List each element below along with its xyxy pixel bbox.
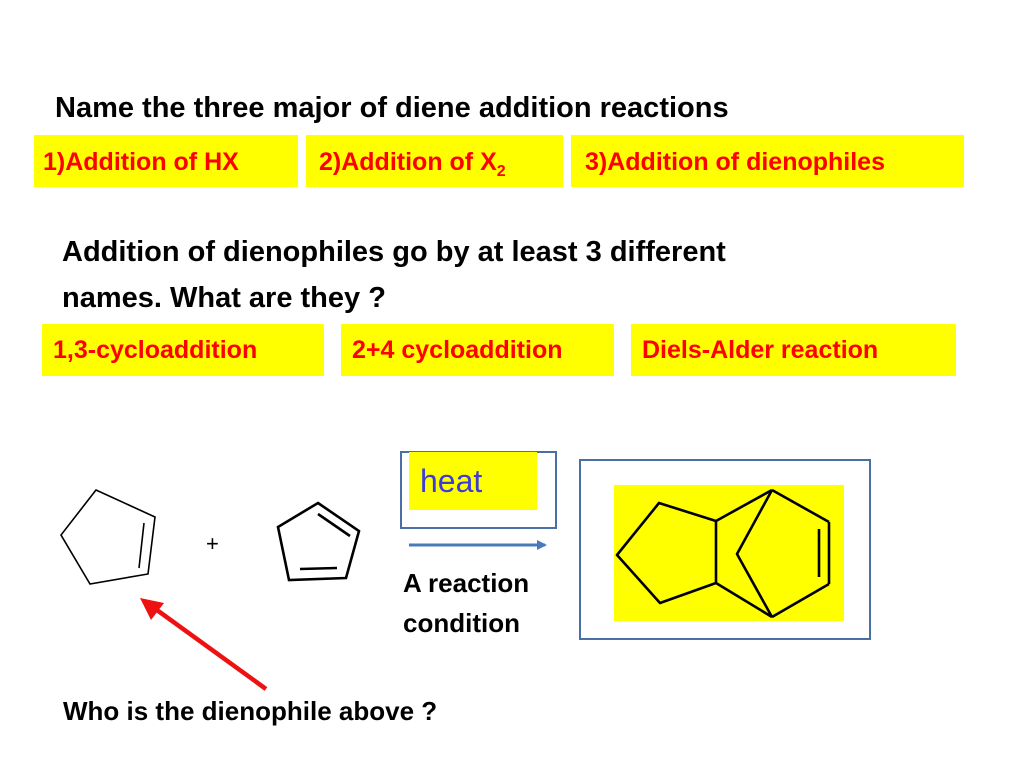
reaction-condition-line2: condition [403,608,520,638]
reaction-condition-line1: A reaction [403,568,530,598]
answer-addition-hx-text: 1)Addition of HX [43,148,239,176]
answer-addition-dienophiles-text: 3)Addition of dienophiles [585,148,885,176]
answer-diels-alder-text: Diels-Alder reaction [642,336,879,364]
plus-sign: + [206,531,219,556]
cyclopentadiene-structure [278,503,359,580]
dienophile-pointer-arrow [140,598,266,689]
question-who-dienophile: Who is the dienophile above ? [63,696,438,726]
answer-24-cycloaddition-text: 2+4 cycloaddition [352,336,563,364]
question-dienophile-names-line1: Addition of dienophiles go by at least 3 different [62,236,726,268]
question-diene-reactions: Name the three major of diene addition reactions [55,92,729,124]
heat-label-text: heat [420,463,483,499]
answer-addition-x2-text: 2)Addition of X [319,148,497,176]
product-structure [617,490,829,617]
cyclopentene-structure [61,490,155,584]
answer-addition-x2-subscript: 2 [496,163,506,180]
question-dienophile-names-line2: names. What are they ? [62,282,386,314]
answer-13-cycloaddition-text: 1,3-cycloaddition [53,336,258,364]
